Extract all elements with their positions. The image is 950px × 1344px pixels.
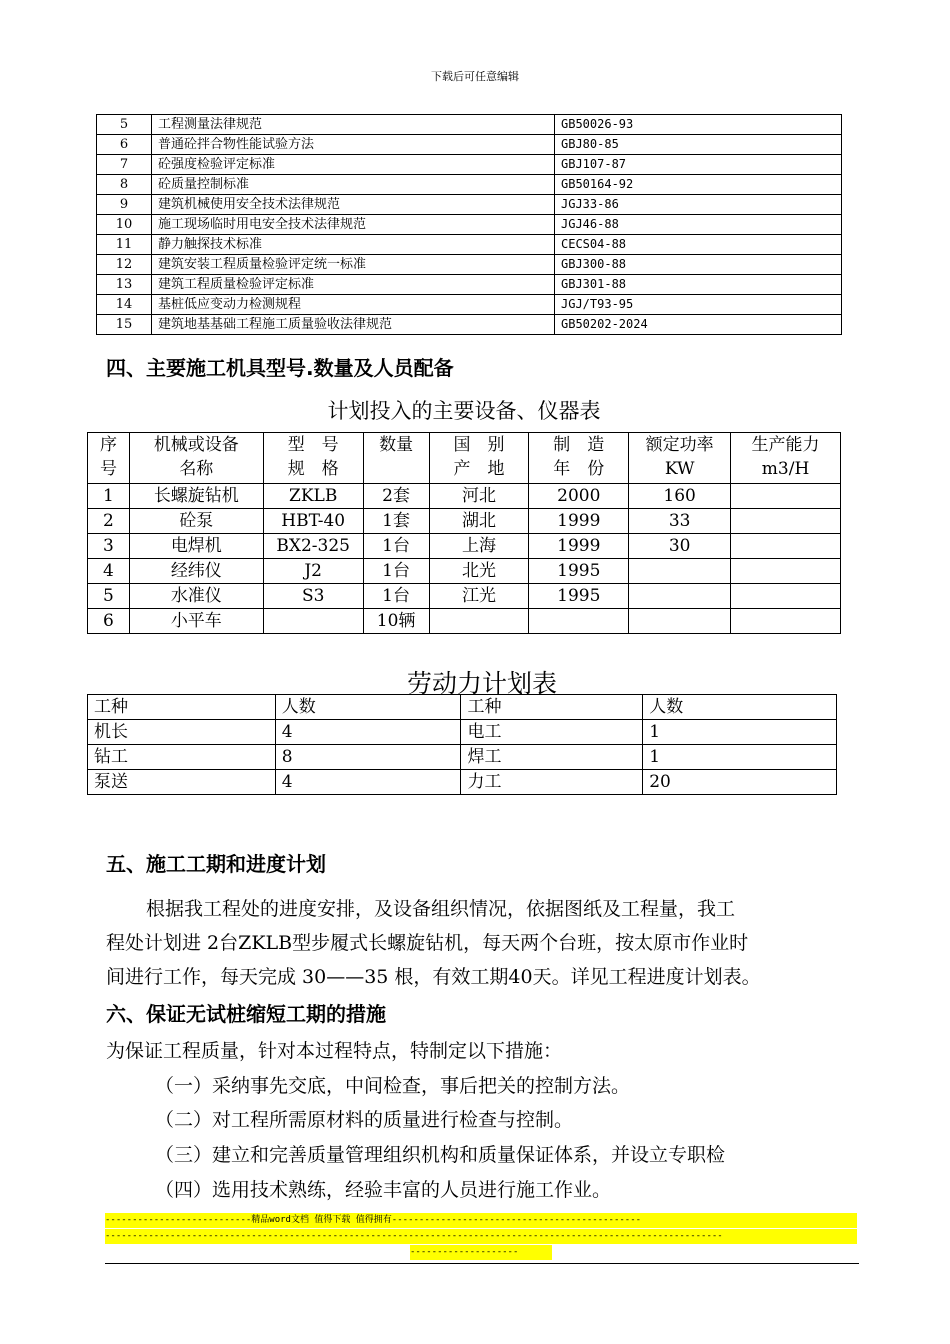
- labor-cell: 20: [643, 770, 837, 795]
- section-6-intro: 为保证工程质量，针对本过程特点，特制定以下措施：: [106, 1040, 563, 1062]
- equipment-cell: 1995: [529, 584, 629, 609]
- equipment-cell: [629, 609, 731, 634]
- standard-name: 基桩低应变动力检测规程: [152, 295, 555, 315]
- labor-cell: 1: [643, 720, 837, 745]
- standard-name: 工程测量法律规范: [152, 115, 555, 135]
- equipment-cell: 2: [88, 509, 130, 534]
- equipment-cell: [629, 584, 731, 609]
- standard-code: GB50026-93: [555, 115, 842, 135]
- equipment-cell: 1999: [529, 509, 629, 534]
- standard-code: GB50164-92: [555, 175, 842, 195]
- equipment-cell: 小平车: [129, 609, 263, 634]
- section-5-line: 间进行工作，每天完成 30——35 根，有效工期40天。详见工程进度计划表。: [106, 966, 761, 988]
- header-line-1: 额定功率: [645, 435, 714, 455]
- equipment-cell: 1999: [529, 534, 629, 559]
- equipment-cell: [429, 609, 529, 634]
- equipment-cell: [529, 609, 629, 634]
- standard-name: 砼质量控制标准: [152, 175, 555, 195]
- equipment-row: [88, 484, 841, 509]
- header-line-2: m3/H: [761, 459, 810, 479]
- measure-item: （三）建立和完善质量管理组织机构和质量保证体系，并设立专职检: [155, 1144, 726, 1166]
- section-5-paragraph: [106, 892, 866, 994]
- labor-table: [87, 694, 837, 795]
- standard-code: JGJ/T93-95: [555, 295, 842, 315]
- equipment-cell: BX2-325: [263, 534, 363, 559]
- standard-no: 7: [97, 155, 152, 175]
- section-6-title: 六、保证无试桩缩短工期的措施: [106, 1002, 386, 1026]
- labor-cell: 钻工: [88, 745, 276, 770]
- section-5-line: 根据我工程处的进度安排，及设备组织情况，依据图纸及工程量，我工: [146, 898, 736, 920]
- header-line-1: 制 造: [553, 435, 605, 455]
- footer-line: ---------------------------精品word文档 值得下载 值得拥有----------------------------------------------: [105, 1213, 857, 1228]
- labor-cell: 1: [643, 745, 837, 770]
- equipment-cell: 1台: [363, 534, 429, 559]
- footer-banner: [105, 1213, 857, 1261]
- standard-no: 5: [97, 115, 152, 135]
- equipment-row: [88, 534, 841, 559]
- labor-row: [88, 745, 837, 770]
- footer-line: --------------------: [410, 1245, 552, 1260]
- standard-no: 14: [97, 295, 152, 315]
- labor-cell: 机长: [88, 720, 276, 745]
- equipment-cell: 上海: [429, 534, 529, 559]
- standard-row: [97, 275, 842, 295]
- labor-cell: 力工: [461, 770, 643, 795]
- standard-no: 9: [97, 195, 152, 215]
- standard-row: [97, 315, 842, 335]
- header-line-2: KW: [664, 459, 695, 479]
- standard-no: 8: [97, 175, 152, 195]
- equipment-cell: 30: [629, 534, 731, 559]
- equipment-table-title: 计划投入的主要设备、仪器表: [327, 399, 601, 423]
- equipment-cell: [731, 509, 841, 534]
- header-line-1: 数量: [379, 435, 414, 455]
- labor-header-cell: 人数: [275, 695, 461, 720]
- equipment-cell: 33: [629, 509, 731, 534]
- labor-header-row: [88, 695, 837, 720]
- standard-code: GB50202-2024: [555, 315, 842, 335]
- standard-row: [97, 295, 842, 315]
- standard-code: GBJ80-85: [555, 135, 842, 155]
- labor-cell: 8: [275, 745, 461, 770]
- equipment-cell: 北光: [429, 559, 529, 584]
- equipment-cell: S3: [263, 584, 363, 609]
- standard-row: [97, 235, 842, 255]
- labor-row: [88, 720, 837, 745]
- standard-code: JGJ33-86: [555, 195, 842, 215]
- header-line-2: 产 地: [453, 459, 505, 479]
- standard-no: 11: [97, 235, 152, 255]
- standard-name: 建筑安装工程质量检验评定统一标准: [152, 255, 555, 275]
- equipment-header-cell: [429, 433, 529, 484]
- labor-header-cell: 工种: [461, 695, 643, 720]
- header-line-1: 机械或设备: [153, 435, 239, 455]
- equipment-cell: 砼泵: [129, 509, 263, 534]
- labor-row: [88, 770, 837, 795]
- standard-row: [97, 215, 842, 235]
- labor-cell: 焊工: [461, 745, 643, 770]
- equipment-header-cell: [629, 433, 731, 484]
- standard-row: [97, 115, 842, 135]
- header-line-1: 生产能力: [751, 435, 820, 455]
- equipment-cell: [731, 559, 841, 584]
- equipment-cell: 长螺旋钻机: [129, 484, 263, 509]
- equipment-cell: 江光: [429, 584, 529, 609]
- footer-line: ------------------------------------------------------------------------------------------------------------------: [105, 1229, 857, 1244]
- standard-no: 13: [97, 275, 152, 295]
- measure-item: （一）采纳事先交底，中间检查，事后把关的控制方法。: [155, 1075, 631, 1097]
- equipment-cell: 1套: [363, 509, 429, 534]
- standard-name: 砼强度检验评定标准: [152, 155, 555, 175]
- equipment-header-cell: [263, 433, 363, 484]
- section-5-line: 程处计划进 2台ZKLB型步履式长螺旋钻机，每天两个台班，按太原市作业时: [106, 932, 749, 954]
- header-line-2: 号: [99, 459, 117, 479]
- equipment-cell: [629, 559, 731, 584]
- equipment-cell: ZKLB: [263, 484, 363, 509]
- standard-row: [97, 155, 842, 175]
- equipment-row: [88, 509, 841, 534]
- equipment-cell: [263, 609, 363, 634]
- equipment-row: [88, 609, 841, 634]
- equipment-cell: HBT-40: [263, 509, 363, 534]
- standard-name: 施工现场临时用电安全技术法律规范: [152, 215, 555, 235]
- standard-code: JGJ46-88: [555, 215, 842, 235]
- standard-row: [97, 255, 842, 275]
- equipment-cell: 1台: [363, 584, 429, 609]
- equipment-row: [88, 559, 841, 584]
- equipment-cell: J2: [263, 559, 363, 584]
- labor-cell: 4: [275, 770, 461, 795]
- labor-cell: 4: [275, 720, 461, 745]
- measure-item: （二）对工程所需原材料的质量进行检查与控制。: [155, 1109, 574, 1131]
- header-line-1: 序: [99, 435, 117, 455]
- equipment-cell: 10辆: [363, 609, 429, 634]
- labor-cell: 电工: [461, 720, 643, 745]
- standard-name: 建筑工程质量检验评定标准: [152, 275, 555, 295]
- equipment-table: [87, 432, 841, 634]
- standard-name: 普通砼拌合物性能试验方法: [152, 135, 555, 155]
- section-5-title: 五、施工工期和进度计划: [106, 852, 326, 876]
- standard-code: GBJ107-87: [555, 155, 842, 175]
- standard-no: 10: [97, 215, 152, 235]
- measure-item: （四）选用技术熟练，经验丰富的人员进行施工作业。: [155, 1179, 612, 1201]
- equipment-cell: 1台: [363, 559, 429, 584]
- standard-code: CECS04-88: [555, 235, 842, 255]
- equipment-cell: [731, 484, 841, 509]
- standard-no: 12: [97, 255, 152, 275]
- header-line-1: 型 号: [287, 435, 339, 455]
- standard-row: [97, 175, 842, 195]
- header-line-1: 国 别: [453, 435, 505, 455]
- equipment-cell: [731, 584, 841, 609]
- equipment-cell: [731, 534, 841, 559]
- equipment-cell: 1995: [529, 559, 629, 584]
- equipment-header-cell: [363, 433, 429, 484]
- labor-header-cell: 工种: [88, 695, 276, 720]
- standard-row: [97, 135, 842, 155]
- equipment-cell: 160: [629, 484, 731, 509]
- equipment-header-cell: [731, 433, 841, 484]
- labor-cell: 泵送: [88, 770, 276, 795]
- equipment-cell: 3: [88, 534, 130, 559]
- labor-table-title: 劳动力计划表: [406, 669, 557, 698]
- header-line-2: 名称: [179, 459, 214, 479]
- labor-header-cell: 人数: [643, 695, 837, 720]
- standard-code: GBJ300-88: [555, 255, 842, 275]
- equipment-header-row: [88, 433, 841, 484]
- footer-divider: [105, 1263, 859, 1264]
- equipment-cell: 2套: [363, 484, 429, 509]
- equipment-cell: 1: [88, 484, 130, 509]
- standard-name: 建筑机械使用安全技术法律规范: [152, 195, 555, 215]
- equipment-cell: 电焊机: [129, 534, 263, 559]
- equipment-cell: 水准仪: [129, 584, 263, 609]
- standard-no: 6: [97, 135, 152, 155]
- header-line-2: 年 份: [553, 459, 605, 479]
- standard-name: 建筑地基基础工程施工质量验收法律规范: [152, 315, 555, 335]
- equipment-cell: 5: [88, 584, 130, 609]
- equipment-cell: 河北: [429, 484, 529, 509]
- standard-name: 静力触探技术标准: [152, 235, 555, 255]
- standards-table: [96, 114, 842, 335]
- header-line-2: 规 格: [287, 459, 339, 479]
- equipment-cell: 4: [88, 559, 130, 584]
- equipment-cell: 2000: [529, 484, 629, 509]
- standard-row: [97, 195, 842, 215]
- equipment-cell: 6: [88, 609, 130, 634]
- header-note: 下载后可任意编辑: [431, 70, 519, 83]
- standard-no: 15: [97, 315, 152, 335]
- equipment-header-cell: [129, 433, 263, 484]
- equipment-cell: 湖北: [429, 509, 529, 534]
- equipment-header-cell: [88, 433, 130, 484]
- equipment-cell: 经纬仪: [129, 559, 263, 584]
- section-4-title: 四、主要施工机具型号.数量及人员配备: [106, 356, 454, 380]
- equipment-row: [88, 584, 841, 609]
- equipment-cell: [731, 609, 841, 634]
- standard-code: GBJ301-88: [555, 275, 842, 295]
- equipment-header-cell: [529, 433, 629, 484]
